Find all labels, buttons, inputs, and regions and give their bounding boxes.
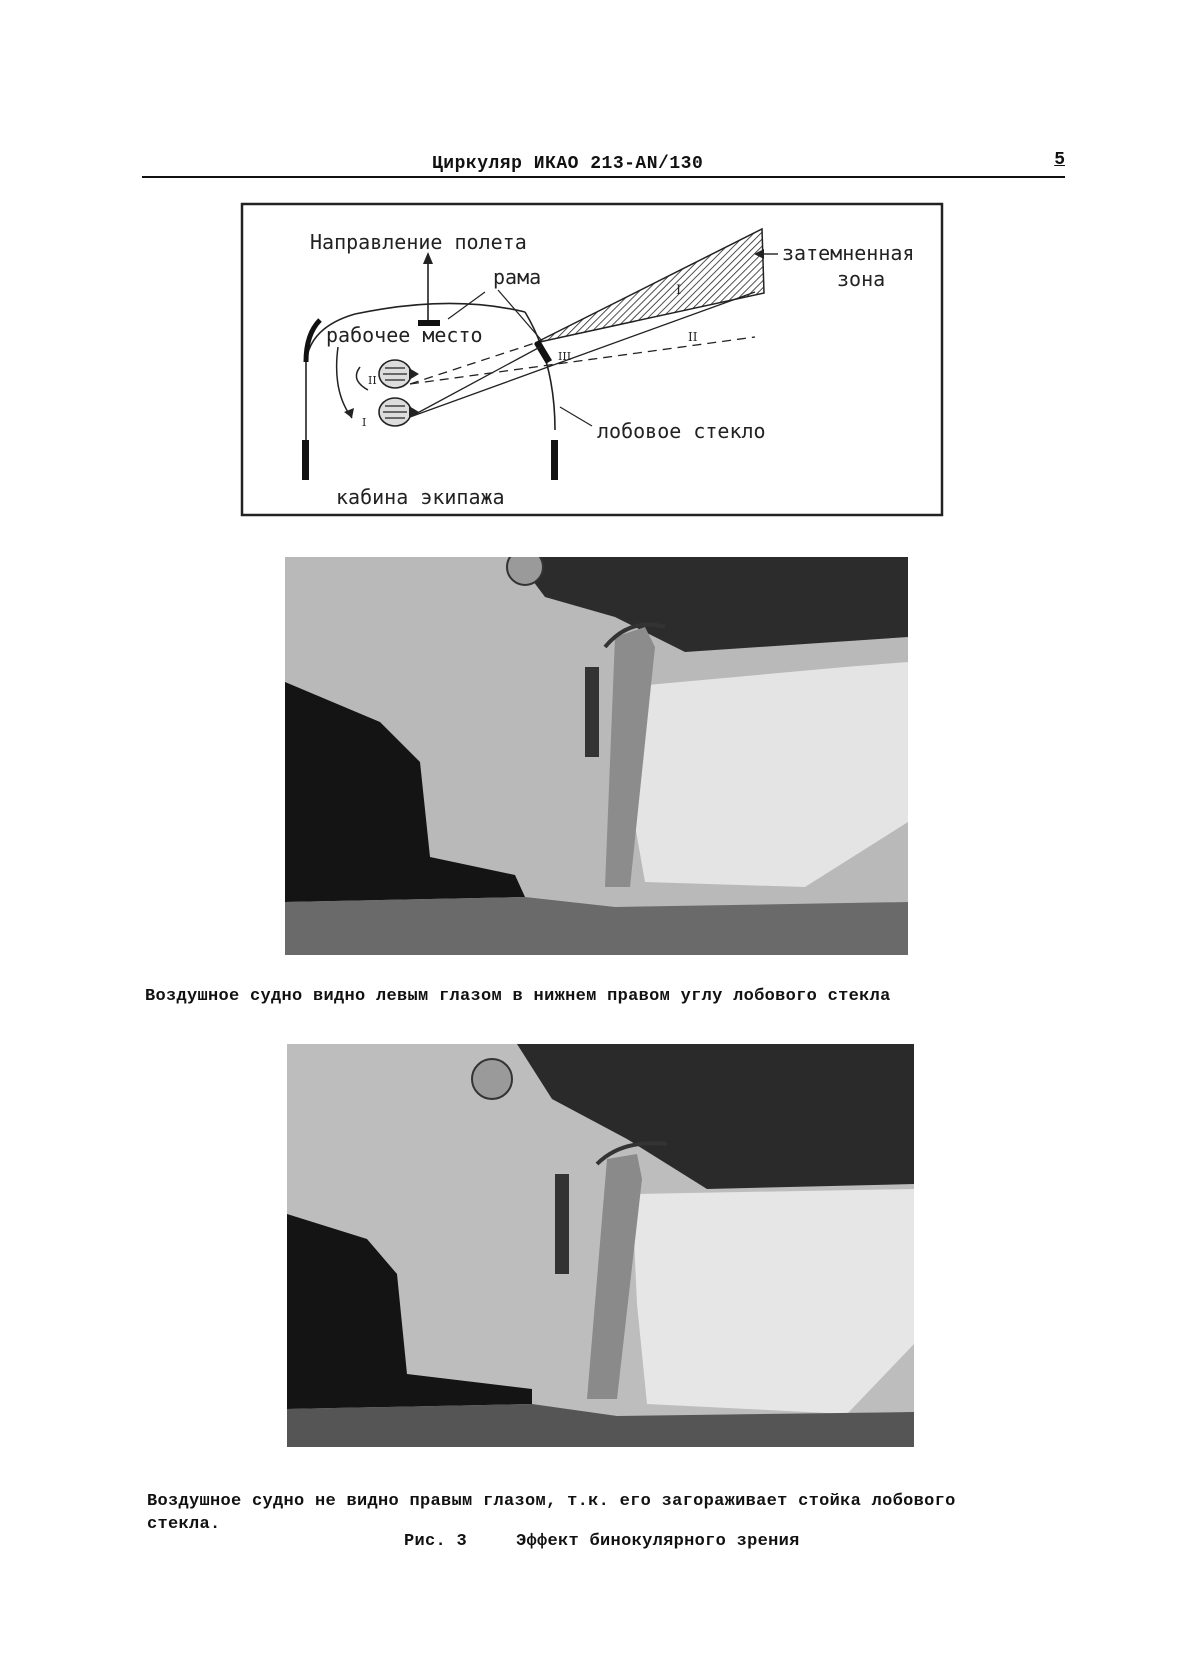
dark-zone-label-line2: зона xyxy=(837,267,886,291)
pilot-head-position-i xyxy=(379,398,419,426)
top-photo-caption: Воздушное судно видно левым глазом в нижнем правом углу лобового стекла xyxy=(145,987,891,1006)
frame-label: рама xyxy=(493,265,542,289)
right-wall-base xyxy=(551,440,558,480)
photo-right-eye-view xyxy=(287,1044,914,1447)
workstation-label: рабочее место xyxy=(326,323,483,347)
header-rule xyxy=(142,176,1065,178)
marker-head-i: I xyxy=(362,416,367,429)
flight-direction-label: Направление полета xyxy=(310,230,527,254)
photo-left-eye-view xyxy=(285,557,908,955)
marker-head-ii: II xyxy=(368,374,377,387)
bottom-photo-caption-line1: Воздушное судно не видно правым глазом, т.к. его загораживает стойка лобового xyxy=(147,1492,956,1511)
binocular-vision-diagram xyxy=(240,202,945,519)
movement-arrow-lower xyxy=(337,347,352,418)
movement-arrow-upper xyxy=(356,367,368,390)
sight-line-right-eye xyxy=(410,292,755,417)
figure-title: Эффект бинокулярного зрения xyxy=(516,1532,800,1551)
dark-zone-wedge xyxy=(535,229,764,343)
figure-caption xyxy=(404,1532,800,1551)
bottom-photo-caption-line2: стекла. xyxy=(147,1515,221,1534)
windshield-arc xyxy=(525,312,555,430)
cockpit-label: кабина экипажа xyxy=(336,485,505,509)
page-number: 5 xyxy=(1054,150,1065,170)
figure-number: Рис. 3 xyxy=(404,1532,468,1551)
marker-iii: III xyxy=(558,350,572,363)
document-title: Циркуляр ИКАО 213-AN/130 xyxy=(432,154,704,174)
left-wall-base xyxy=(302,440,309,480)
frame-pillar xyxy=(537,342,549,362)
marker-ii: II xyxy=(688,330,698,344)
marker-i: I xyxy=(676,283,682,298)
page-header xyxy=(142,150,1065,178)
windshield-label: лобовое стекло xyxy=(597,419,766,443)
dark-zone-label-line1: затемненная xyxy=(782,241,915,265)
